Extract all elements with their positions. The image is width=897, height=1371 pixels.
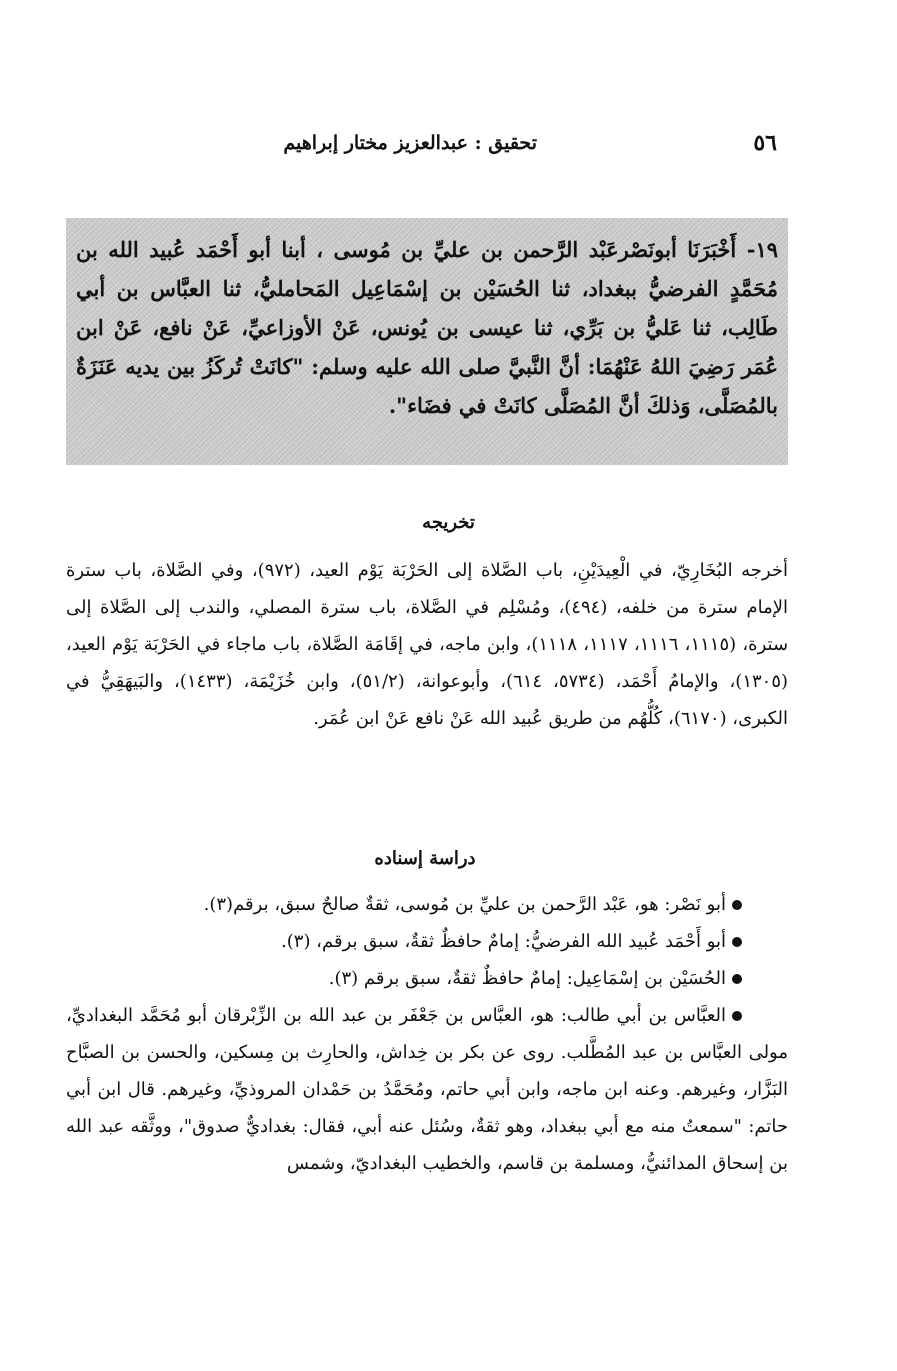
narrator-list	[66, 886, 788, 1182]
bullet-icon	[732, 974, 742, 984]
running-head	[60, 130, 777, 164]
bullet-icon	[732, 937, 742, 947]
hadith-number: ١٩-	[746, 237, 779, 262]
narrator-text: الحُسَيْن بن إسْمَاعِيل: إمامٌ حافظٌ ثقةٌ، سبق برقم (٣).	[328, 968, 726, 989]
hadith-paragraph	[76, 230, 778, 425]
narrator-text: العبَّاس بن أبي طالب: هو، العبَّاس بن جَعْفَر بن عبد الله بن الزِّبْرقان أبو مُحَمَّد البغداديِّ، مولى العبَّاس بن عبد المُطَّلب. روى عن بكر بن خِداش، والحارِث بن مِسكين، والحسن بن الصبَّاح البَزَّار، وغيرهم. وعنه ابن ماجه، وابن أبي حاتم، ومُحَمَّدُ بن حَمْدان المروذيِّ، وغيرهم. قال ابن أبي حاتم: "سمعتُ منه مع أبي ببغداد، وهو ثقةٌ، وسُئل عنه أبي، فقال: بغداديٌّ صدوق"، ووثَّقه عبد الله بن إسحاق المدائنيُّ، ومسلمة بن قاسم، والخطيب البغداديّ، وشمس	[66, 1005, 788, 1174]
narrator-item	[66, 886, 788, 923]
narrator-text: أبو أَحْمَد عُبيد الله الفرضيُّ: إمامٌ حافظٌ ثقةٌ، سبق برقم، (٣).	[281, 931, 726, 952]
narrator-item	[66, 923, 788, 960]
bullet-icon	[732, 1011, 742, 1021]
page-number: ٥٦	[753, 130, 777, 156]
narrator-text: أبو نَصْر: هو، عَبْد الرَّحمن بن عليِّ بن مُوسى، ثقةٌ صالحٌ سبق، برقم(٣).	[203, 894, 726, 915]
hadith-isnad-text: أَخْبَرَنَا أبونَصْرعَبْد الرَّحمن بن عليِّ بن مُوسى ، أبنا أبو أَحْمَد عُبيد الله بن مُحَمَّدٍ الفرضيُّ ببغداد، ثنا الحُسَيْن بن إسْمَاعِيل المَحامليُّ، ثنا العبَّاس بن أبي طَالِب، ثنا عَليُّ بن بَرِّي، ثنا عيسى بن يُونس، عَنْ الأوزاعيِّ، عَنْ نافع، عَنْ ابن عُمَر رَضِيَ اللهُ عَنْهُمَا: أنَّ النَّبيَّ صلى الله عليه وسلم:	[76, 237, 778, 379]
bullet-icon	[732, 900, 742, 910]
isnad-heading: دراسة إسناده	[374, 848, 476, 869]
takhrij-heading: تخريجه	[422, 512, 475, 533]
running-head-title: تحقيق : عبدالعزيز مختار إبراهيم	[283, 132, 537, 154]
narrator-item	[66, 960, 788, 997]
narrator-item	[66, 997, 788, 1182]
hadith-matn-quote: "كانَتْ تُركَزُ بين يديه عَنَزَةٌ بالمُصَلَّى، وَذلكَ أنَّ المُصَلَّى كانَتْ في فضَاء".	[76, 354, 778, 418]
takhrij-paragraph: أخرجه البُخَارِيّ، في الْعِيدَيْنِ، باب الصَّلاة إلى الحَرْبَة يَوْم العيد، (٩٧٢)، وفي الصَّلاة، باب سترة الإمام سترة من خلفه، (٤٩٤)، ومُسْلِم في الصَّلاة، باب سترة المصلي، والندب إلى الصَّلاة إلى سترة، (١١١٥، ١١١٦، ١١١٧، ١١١٨)، وابن ماجه، في إقَامَة الصَّلاة، باب ماجاء في الحَرْبَة يَوْم العيد، (١٣٠٥)، والإمامُ أَحْمَد، (٥٧٣٤، ٦١٤)، وأبوعوانة، (٥١/٢)، وابن خُزَيْمَة، (١٤٣٣)، والبَيهَقِيُّ في الكبرى، (٦١٧٠)، كُلُّهُم من طريق عُبيد الله عَنْ نافع عَنْ ابن عُمَر.	[66, 560, 789, 729]
hadith-box	[66, 218, 788, 465]
